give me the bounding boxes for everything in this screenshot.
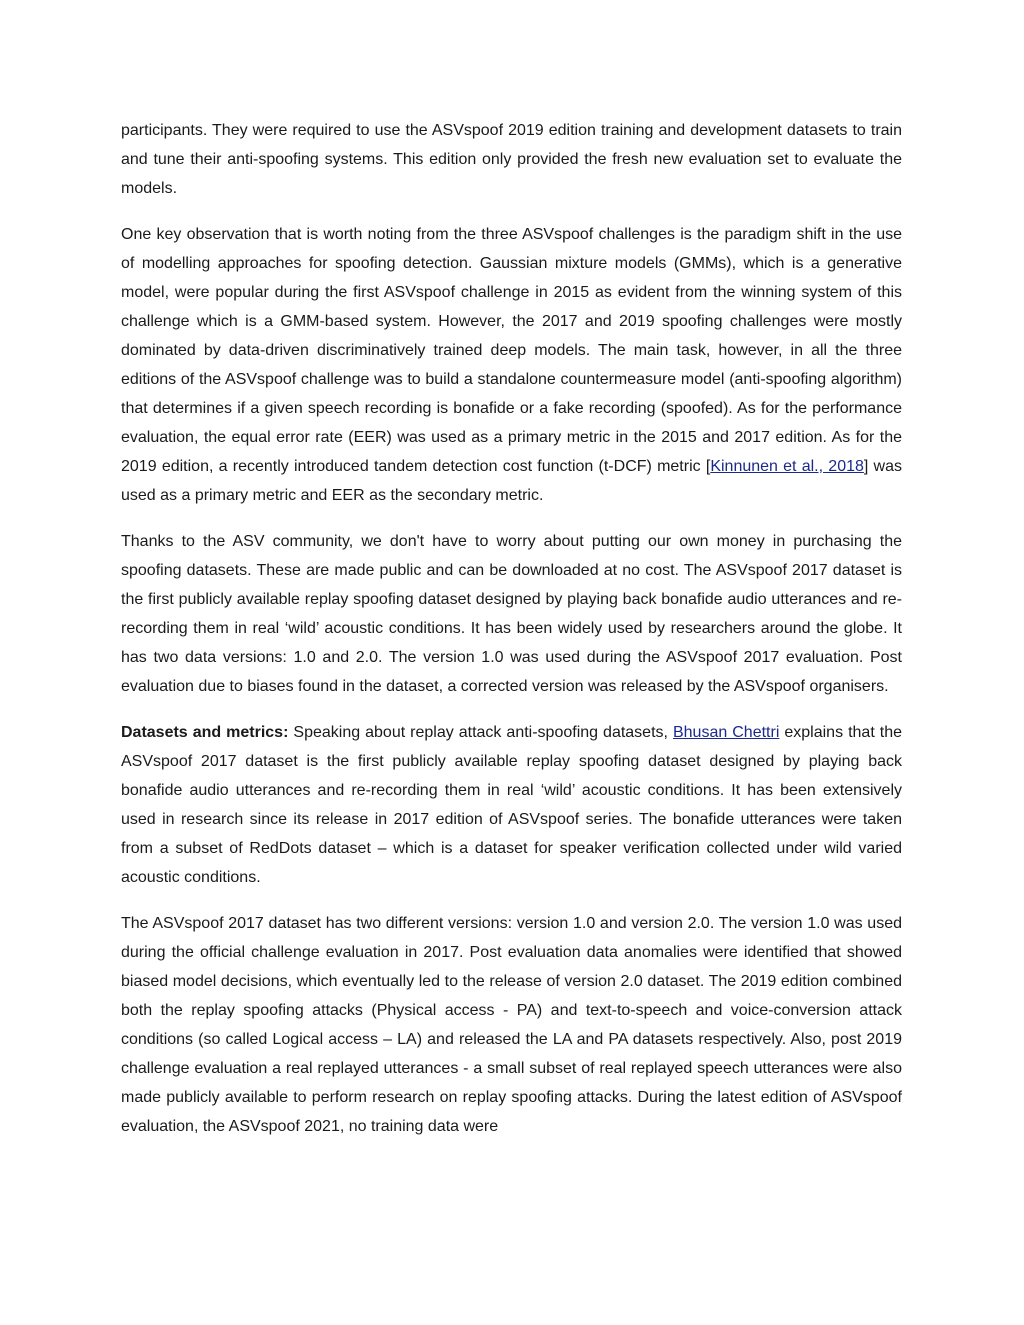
paragraph-3: Thanks to the ASV community, we don't have to worry about putting our own money in purchasing the spoofing datasets. These are made public and can be downloaded at no cost. The ASVspoof 2017 dataset is the first publicly available replay spoofing dataset designed by playing back bonafide audio utterances and re-recording them in real ‘wild’ acoustic conditions. It has been widely used by researchers around the globe. It has two data versions: 1.0 and 2.0. The version 1.0 was used during the ASVspoof 2017 evaluation. Post evaluation due to biases found in the dataset, a corrected version was released by the ASVspoof organisers. xyxy=(121,533,902,695)
paragraph-2-text-end: ] was used as a primary metric and EER as the secondary metric. xyxy=(121,458,903,504)
document-page xyxy=(121,116,902,1158)
paragraph-4-text: Speaking about replay attack anti-spoofing datasets, xyxy=(288,724,673,741)
paragraph-5: The ASVspoof 2017 dataset has two different versions: version 1.0 and version 2.0. The version 1.0 was used during the official challenge evaluation in 2017. Post evaluation data anomalies were identified that showed biased model decisions, which eventually led to the release of version 2.0 dataset. The 2019 edition combined both the replay spoofing attacks (Physical access - PA) and text-to-speech and voice-conversion attack conditions (so called Logical access – LA) and released the LA and PA datasets respectively. Also, post 2019 challenge evaluation a real replayed utterances - a small subset of real replayed speech utterances were also made publicly available to perform research on replay spoofing attacks. During the latest edition of ASVspoof evaluation, the ASVspoof 2021, no training data were xyxy=(121,915,902,1135)
paragraph-4-text-end: explains that the ASVspoof 2017 dataset is the first publicly available replay spoofing dataset designed by playing back bonafide audio utterances and re-recording them in real ‘wild’ acoustic conditions. It has been extensively used in research since its release in 2017 edition of ASVspoof series. The bonafide utterances were taken from a subset of RedDots dataset – which is a dataset for speaker verification collected under wild varied acoustic conditions. xyxy=(121,724,903,886)
paragraph-2 xyxy=(121,220,902,510)
bhusan-chettri-link[interactable]: Bhusan Chettri xyxy=(672,724,780,741)
paragraph-2-text: One key observation that is worth noting from the three ASVspoof challenges is the paradigm shift in the use of modelling approaches for spoofing detection. Gaussian mixture models (GMMs), which is a generative model, were popular during the first ASVspoof challenge in 2015 as evident from the winning system of this challenge which is a GMM-based system. However, the 2017 and 2019 spoofing challenges were mostly dominated by data-driven discriminatively trained deep models. The main task, however, in all the three editions of the ASVspoof challenge was to build a standalone countermeasure model (anti-spoofing algorithm) that determines if a given speech recording is bonafide or a fake recording (spoofed). As for the performance evaluation, the equal error rate (EER) was used as a primary metric in the 2015 and 2017 edition. As for the 2019 edition, a recently introduced tandem detection cost function (t-DCF) metric [ xyxy=(121,226,902,475)
kinnunen-citation-link[interactable]: Kinnunen et al., 2018 xyxy=(710,458,864,475)
paragraph-1: participants. They were required to use the ASVspoof 2019 edition training and development datasets to train and tune their anti-spoofing systems. This edition only provided the fresh new evaluation set to evaluate the models. xyxy=(121,122,902,197)
datasets-metrics-heading: Datasets and metrics: xyxy=(121,724,289,741)
paragraph-4 xyxy=(121,718,902,892)
